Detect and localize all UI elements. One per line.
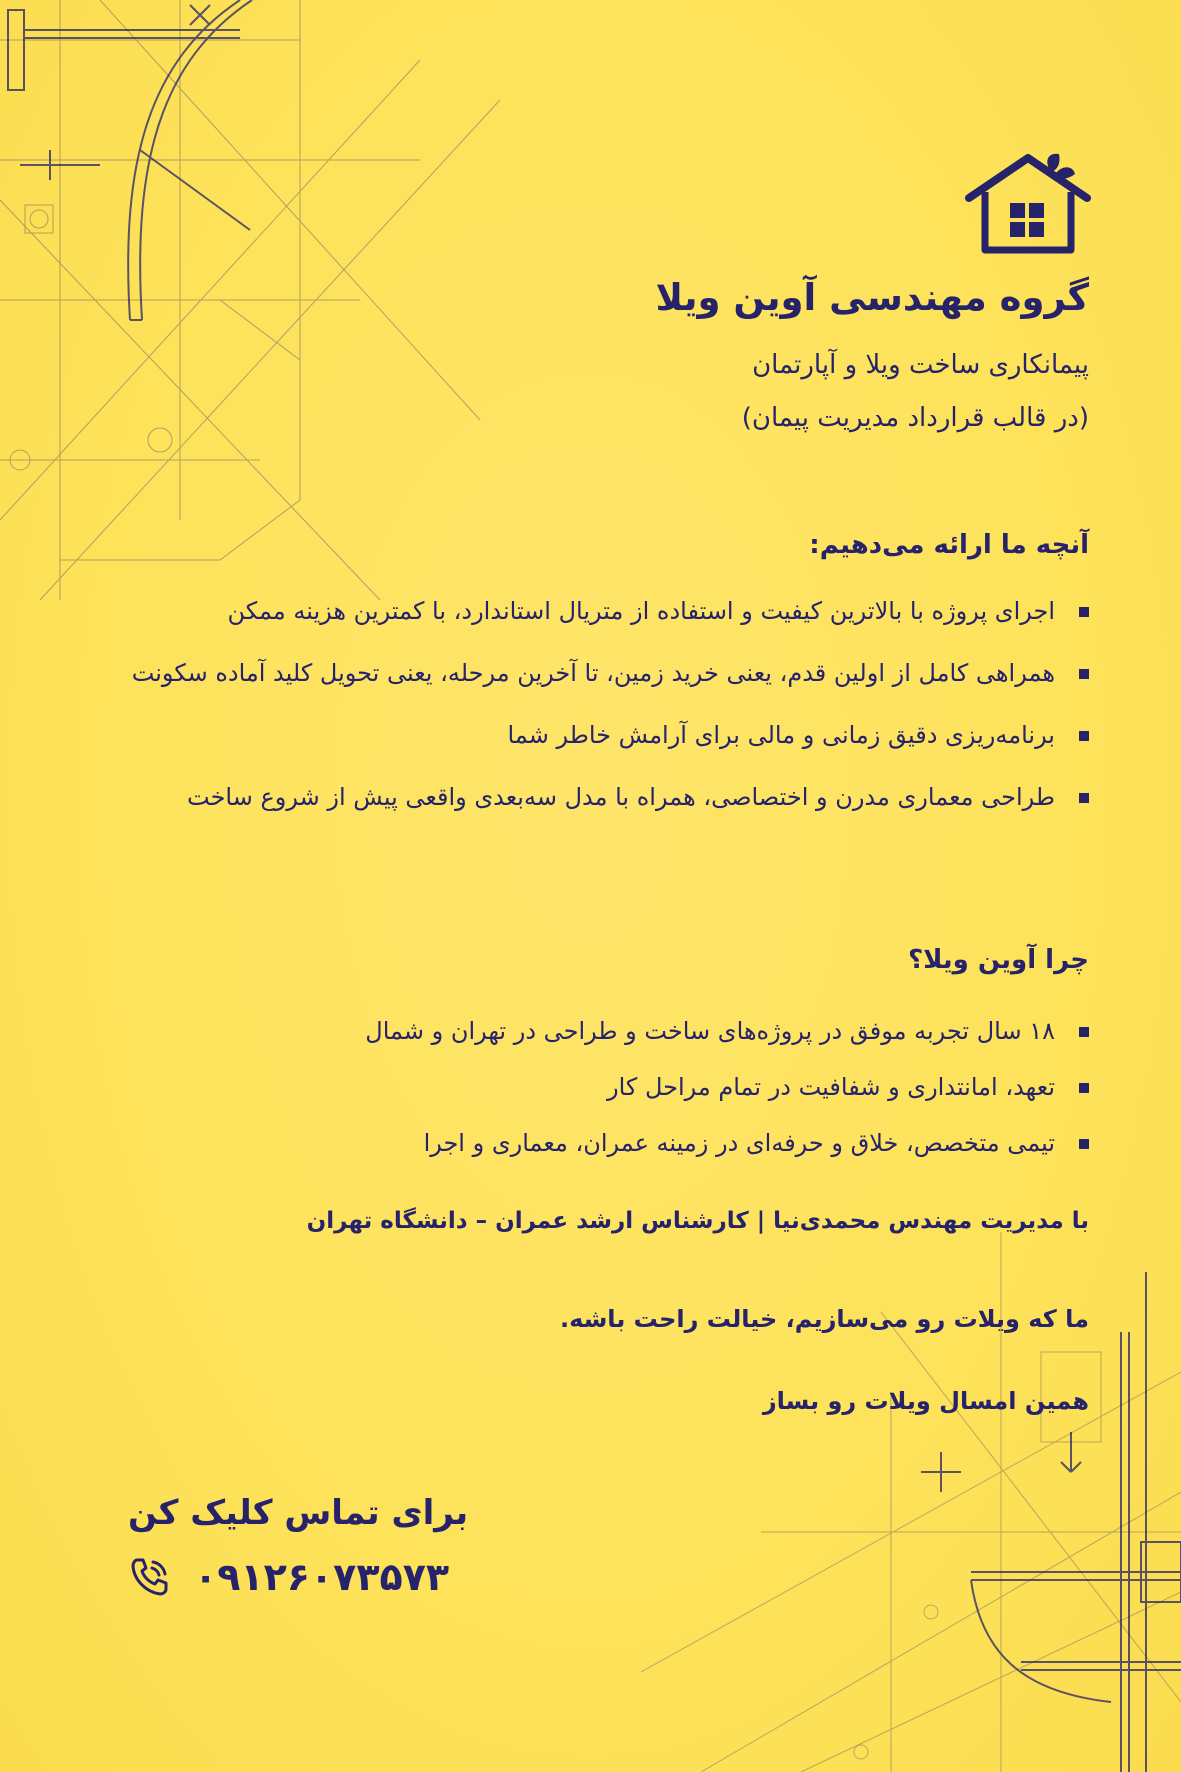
why-item-text: ۱۸ سال تجربه موفق در پروژه‌های ساخت و طراحی در تهران و شمال [365, 1017, 1055, 1045]
house-icon [963, 150, 1093, 255]
offer-item [89, 590, 1089, 632]
phone-icon[interactable] [128, 1555, 172, 1599]
offer-item-text: طراحی معماری مدرن و اختصاصی، همراه با مدل سه‌بعدی واقعی پیش از شروع ساخت [187, 783, 1055, 811]
brand-title: گروه مهندسی آوین ویلا [655, 276, 1089, 319]
bullet-square-icon [1079, 1139, 1089, 1149]
offer-item-text: اجرای پروژه با بالاترین کیفیت و استفاده از متریال استاندارد، با کمترین هزینه ممکن [227, 597, 1055, 625]
bullet-square-icon [1079, 1083, 1089, 1093]
why-item-text: تعهد، امانتداری و شفافیت در تمام مراحل کار [606, 1073, 1055, 1101]
blueprint-decoration-top [0, 0, 520, 620]
why-item [89, 1010, 1089, 1052]
bullet-square-icon [1079, 669, 1089, 679]
offer-item [89, 776, 1089, 818]
bullet-square-icon [1079, 731, 1089, 741]
slogan-line-1: ما که ویلات رو می‌سازیم، خیالت راحت باشه. [560, 1305, 1089, 1333]
subtitle-line-1: پیمانکاری ساخت ویلا و آپارتمان [752, 350, 1089, 380]
offer-heading: آنچه ما ارائه می‌دهیم: [809, 530, 1089, 560]
subtitle-line-2: (در قالب قرارداد مدیریت پیمان) [741, 403, 1089, 433]
phone-number[interactable]: ۰۹۱۲۶۰۷۳۵۷۳ [194, 1555, 450, 1599]
bullet-square-icon [1079, 793, 1089, 803]
bullet-square-icon [1079, 1027, 1089, 1037]
offer-list [89, 590, 1089, 838]
offer-item [89, 652, 1089, 694]
slogan-line-2: همین امسال ویلات رو بساز [762, 1387, 1089, 1415]
contact-cta[interactable]: برای تماس کلیک کن [128, 1493, 469, 1533]
manager-line: با مدیریت مهندس محمدی‌نیا | کارشناس ارشد عمران – دانشگاه تهران [306, 1208, 1089, 1234]
contact-phone-row[interactable] [128, 1555, 449, 1599]
offer-item-text: برنامه‌ریزی دقیق زمانی و مالی برای آرامش خاطر شما [507, 721, 1055, 749]
offer-item [89, 714, 1089, 756]
why-heading: چرا آوین ویلا؟ [908, 945, 1089, 975]
bullet-square-icon [1079, 607, 1089, 617]
why-list [89, 1010, 1089, 1178]
why-item-text: تیمی متخصص، خلاق و حرفه‌ای در زمینه عمران، معماری و اجرا [423, 1129, 1055, 1157]
why-item [89, 1122, 1089, 1164]
why-item [89, 1066, 1089, 1108]
offer-item-text: همراهی کامل از اولین قدم، یعنی خرید زمین، تا آخرین مرحله، یعنی تحویل کلید آماده سکونت [131, 659, 1055, 687]
